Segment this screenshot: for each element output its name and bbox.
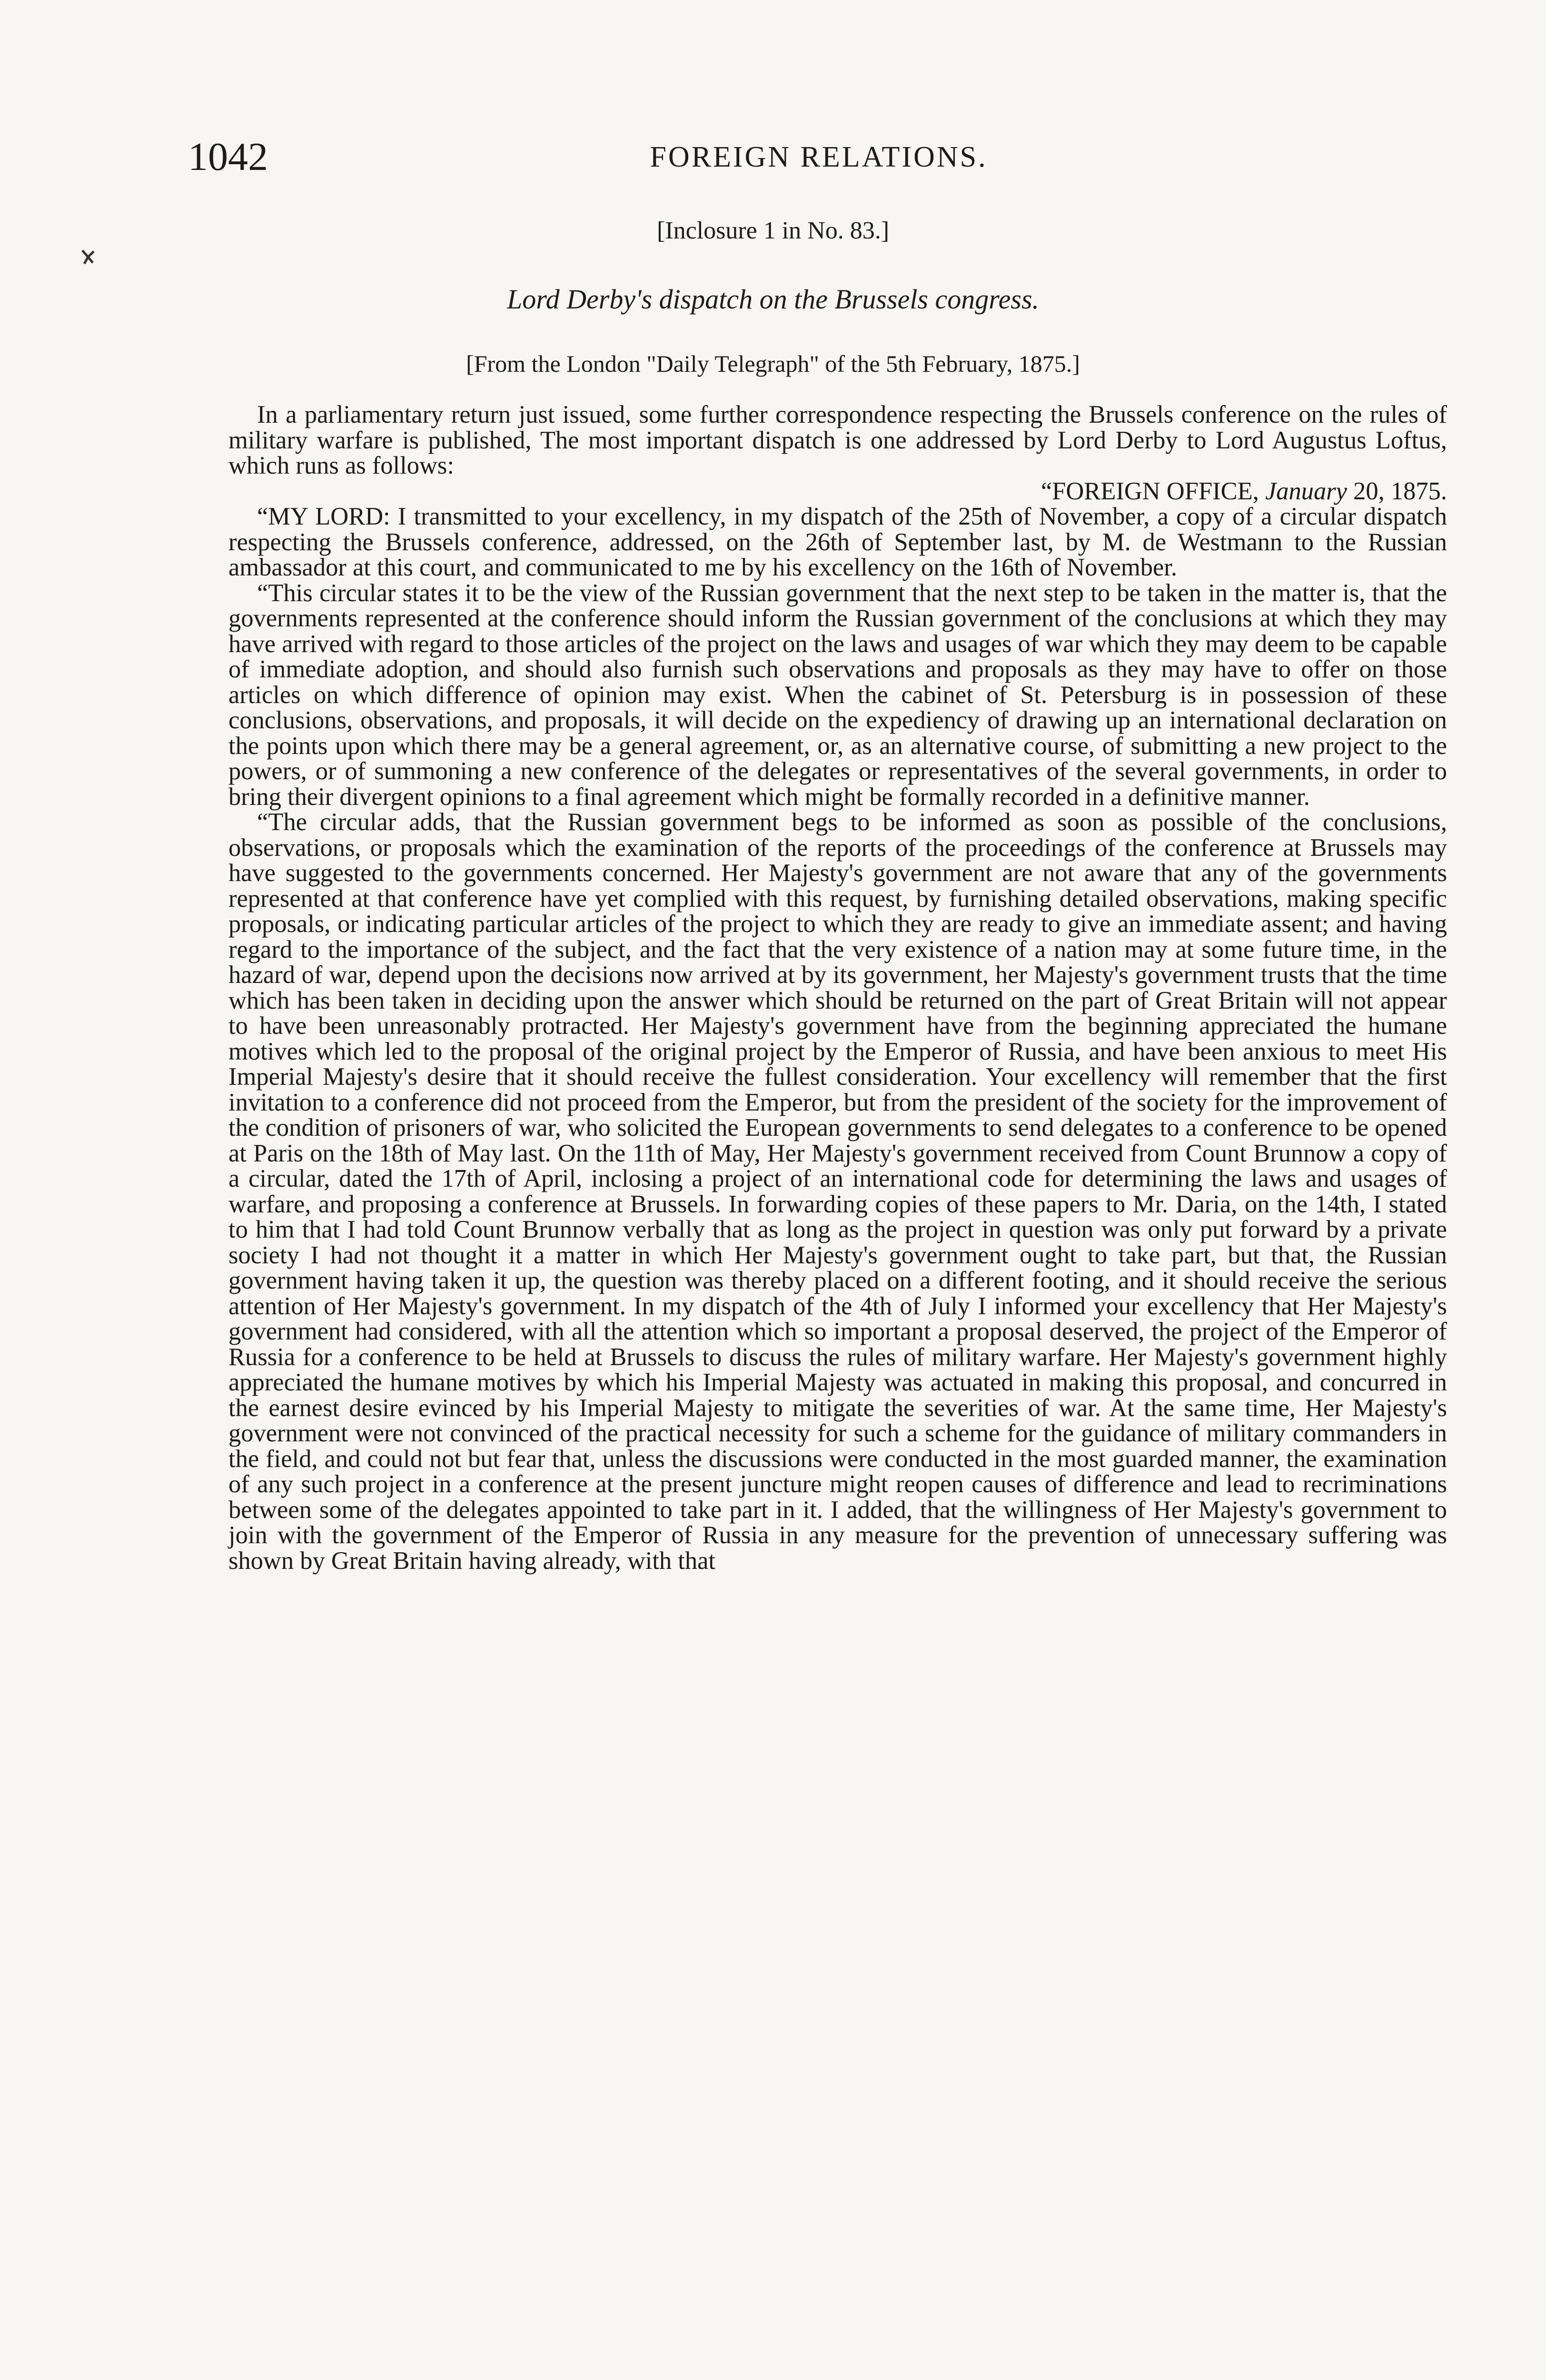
paragraph-text: I transmitted to your excellency, in my dispatch of the 25th of November, a copy of a circular dispatch respecting the Brussels conference, addressed, on the 26th of September last, by M. de Westmann to the Russian ambassador at this court, and communicated to me by his excellency on the 16th of November.: [228, 503, 1447, 581]
letter-paragraph-3: “The circular adds, that the Russian government begs to be informed as soon as possible of the conclusions, observations, or proposals which the examination of the reports of the proceedings of the conference at Brussels may have suggested to the governments concerned. Her Majesty's government are not aware that any of the governments represented at that conference have yet complied with this request, by furnishing detailed observations, making specific proposals, or indicating particular articles of the project to which they are ready to give an immediate assent; and having regard to the importance of the subject, and the fact that the very existence of a nation may at some future time, in the hazard of war, depend upon the decisions now arrived at by its government, her Majesty's government trusts that the time which has been taken in deciding upon the answer which should be returned on the part of Great Britain will not appear to have been unreasonably protracted. Her Majesty's government have from the beginning appreciated the humane motives which led to the proposal of the original project by the Emperor of Russia, and have been anxious to meet His Imperial Majesty's desire that it should receive the fullest consideration. Your excellency will remember that the first invitation to a conference did not proceed from the Emperor, but from the president of the society for the improvement of the condition of prisoners of war, who solicited the European governments to send delegates to a conference to be opened at Paris on the 18th of May last. On the 11th of May, Her Majesty's government received from Count Brunnow a copy of a circular, dated the 17th of April, inclosing a project of an international code for determining the laws and usages of warfare, and proposing a conference at Brussels. In forwarding copies of these papers to Mr. Daria, on the 14th, I stated to him that I had told Count Brunnow verbally that as long as the project in question was only put forward by a private society I had not thought it a matter in which Her Majesty's government ought to take part, but that, the Russian government having taken it up, the question was thereby placed on a different footing, and it should receive the serious attention of Her Majesty's government. In my dispatch of the 4th of July I informed your excellency that Her Majesty's government had considered, with all the attention which so important a proposal deserved, the project of the Emperor of Russia for a conference to be held at Brussels to discuss the rules of military warfare. Her Majesty's government highly appreciated the humane motives by which his Imperial Majesty was actuated in making this proposal, and concurred in the earnest desire evinced by his Imperial Majesty to mitigate the severities of war. At the same time, Her Majesty's government were not convinced of the practical necessity for such a scheme for the guidance of military commanders in the field, and could not but fear that, unless the discussions were conducted in the most guarded manner, the examination of any such project in a conference at the present juncture might reopen causes of difference and lead to recriminations between some of the delegates appointed to take part in it. I added, that the willingness of Her Majesty's government to join with the government of the Emperor of Russia in any measure for the prevention of unnecessary suffering was shown by Great Britain having already, with that: [228, 808, 1447, 1575]
running-head: [188, 133, 1449, 186]
body-text: [228, 402, 1447, 1574]
dateline-office: “FOREIGN OFFICE,: [1041, 477, 1259, 505]
page-number: 1042: [188, 135, 268, 179]
dateline-day-year: 20, 1875.: [1353, 477, 1447, 505]
intro-paragraph: In a parliamentary return just issued, some further correspondence respecting the Brussels conference on the rules of military warfare is published, The most important dispatch is one addressed by Lord Derby to Lord Augustus Loftus, which runs as follows:: [228, 401, 1447, 479]
inclosure-label: [Inclosure 1 in No. 83.]: [656, 217, 890, 244]
running-title: FOREIGN RELATIONS.: [650, 141, 988, 173]
dateline: [228, 479, 1447, 505]
letter-paragraph-2: “This circular states it to be the view of the Russian government that the next step to be taken in the matter is, that the governments represented at the conference should inform the Russian government of the conclusions at which they may have arrived with regard to those articles of the project on the laws and usages of war which they may deem to be capable of immediate adoption, and should also furnish such observations and proposals as they may have to offer on those articles on which difference of opinion may exist. When the cabinet of St. Petersburg is in possession of these conclusions, observations, and proposals, it will decide on the expediency of drawing up an international declaration on the points upon which there may be a general agreement, or, as an alternative course, of submitting a new project to the powers, or of summoning a new conference of the delegates or representatives of the several governments, in order to bring their divergent opinions to a final agreement which might be formally recorded in a definitive manner.: [228, 579, 1447, 811]
source-line: [From the London "Daily Telegraph" of the 5th February, 1875.]: [466, 350, 1080, 377]
dateline-month: January: [1265, 477, 1347, 505]
salutation: “MY LORD:: [257, 503, 390, 530]
stray-mark-icon: [79, 248, 98, 267]
letter-paragraph-1: [228, 504, 1447, 581]
dispatch-title: Lord Derby's dispatch on the Brussels congress.: [506, 284, 1040, 315]
